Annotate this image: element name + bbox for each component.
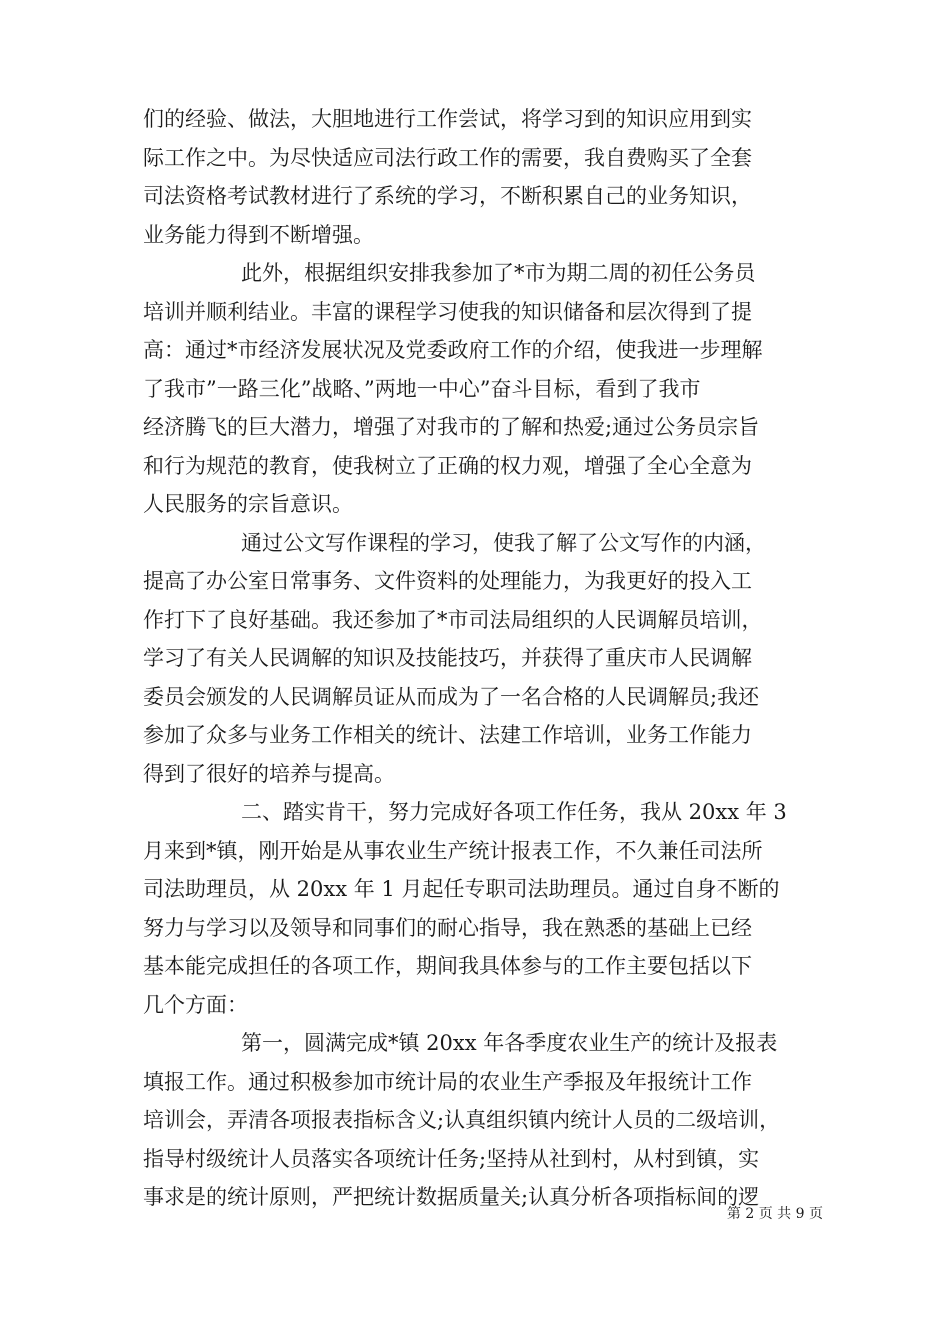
text-line: 作打下了良好基础。我还参加了*市司法局组织的人民调解员培训， <box>143 607 763 632</box>
paragraph-start-line: 此外，根据组织安排我参加了*市为期二周的初任公务员 <box>241 261 756 285</box>
page-number: 第 2 页 共 9 页 <box>726 1206 823 1222</box>
text-line: 培训并顺利结业。丰富的课程学习使我的知识储备和层次得到了提 <box>143 299 752 324</box>
text-line: 努力与学习以及领导和同事们的耐心指导，我在熟悉的基础上已经 <box>143 915 752 940</box>
text-line: 月来到*镇，刚开始是从事农业生产统计报表工作，不久兼任司法所 <box>143 838 763 863</box>
text-line: 参加了众多与业务工作相关的统计、法建工作培训，业务工作能力 <box>143 723 752 747</box>
paragraph-start-line: 通过公文写作课程的学习，使我了解了公文写作的内涵， <box>241 530 766 555</box>
text-line: 司法资格考试教材进行了系统的学习，不断积累自己的业务知识， <box>143 184 752 208</box>
document-body <box>143 100 823 1217</box>
text-line: 培训会，弄清各项报表指标含义;认真组织镇内统计人员的二级培训， <box>143 1108 781 1132</box>
text-line: 提高了办公室日常事务、文件资料的处理能力，为我更好的投入工 <box>143 569 752 593</box>
text-line: 人民服务的宗旨意识。 <box>143 492 353 516</box>
text-line: 填报工作。通过积极参加市统计局的农业生产季报及年报统计工作 <box>143 1069 752 1094</box>
text-line: 得到了很好的培养与提高。 <box>143 761 395 786</box>
text-line: 委员会颁发的人民调解员证从而成为了一名合格的人民调解员;我还 <box>143 684 760 709</box>
text-line: 业务能力得到不断增强。 <box>143 222 374 247</box>
text-line: 们的经验、做法，大胆地进行工作尝试，将学习到的知识应用到实 <box>143 107 752 131</box>
text-line: 几个方面： <box>143 992 248 1017</box>
text-line: 指导村级统计人员落实各项统计任务;坚持从社到村，从村到镇，实 <box>143 1146 760 1171</box>
text-line: 事求是的统计原则，严把统计数据质量关;认真分析各项指标间的逻 <box>143 1185 760 1209</box>
text-line: 高：通过*市经济发展状况及党委政府工作的介绍，使我进一步理解 <box>143 338 763 362</box>
text-line: 际工作之中。为尽快适应司法行政工作的需要，我自费购买了全套 <box>143 145 752 170</box>
paragraph-start-line: 二、踏实肯干，努力完成好各项工作任务，我从 20xx 年 3 <box>241 800 787 824</box>
text-line: 学习了有关人民调解的知识及技能技巧，并获得了重庆市人民调解 <box>143 646 752 670</box>
text-line: 基本能完成担任的各项工作，期间我具体参与的工作主要包括以下 <box>143 954 752 978</box>
text-line: 经济腾飞的巨大潜力，增强了对我市的了解和热爱;通过公务员宗旨 <box>143 415 760 439</box>
text-line: 司法助理员，从 20xx 年 1 月起任专职司法助理员。通过自身不断的 <box>143 877 780 901</box>
paragraph-start-line: 第一，圆满完成*镇 20xx 年各季度农业生产的统计及报表 <box>241 1031 778 1055</box>
text-line: 和行为规范的教育，使我树立了正确的权力观，增强了全心全意为 <box>143 453 752 478</box>
text-line: 了我市”一路三化”战略、”两地一中心”奋斗目标，看到了我市 <box>143 376 701 401</box>
